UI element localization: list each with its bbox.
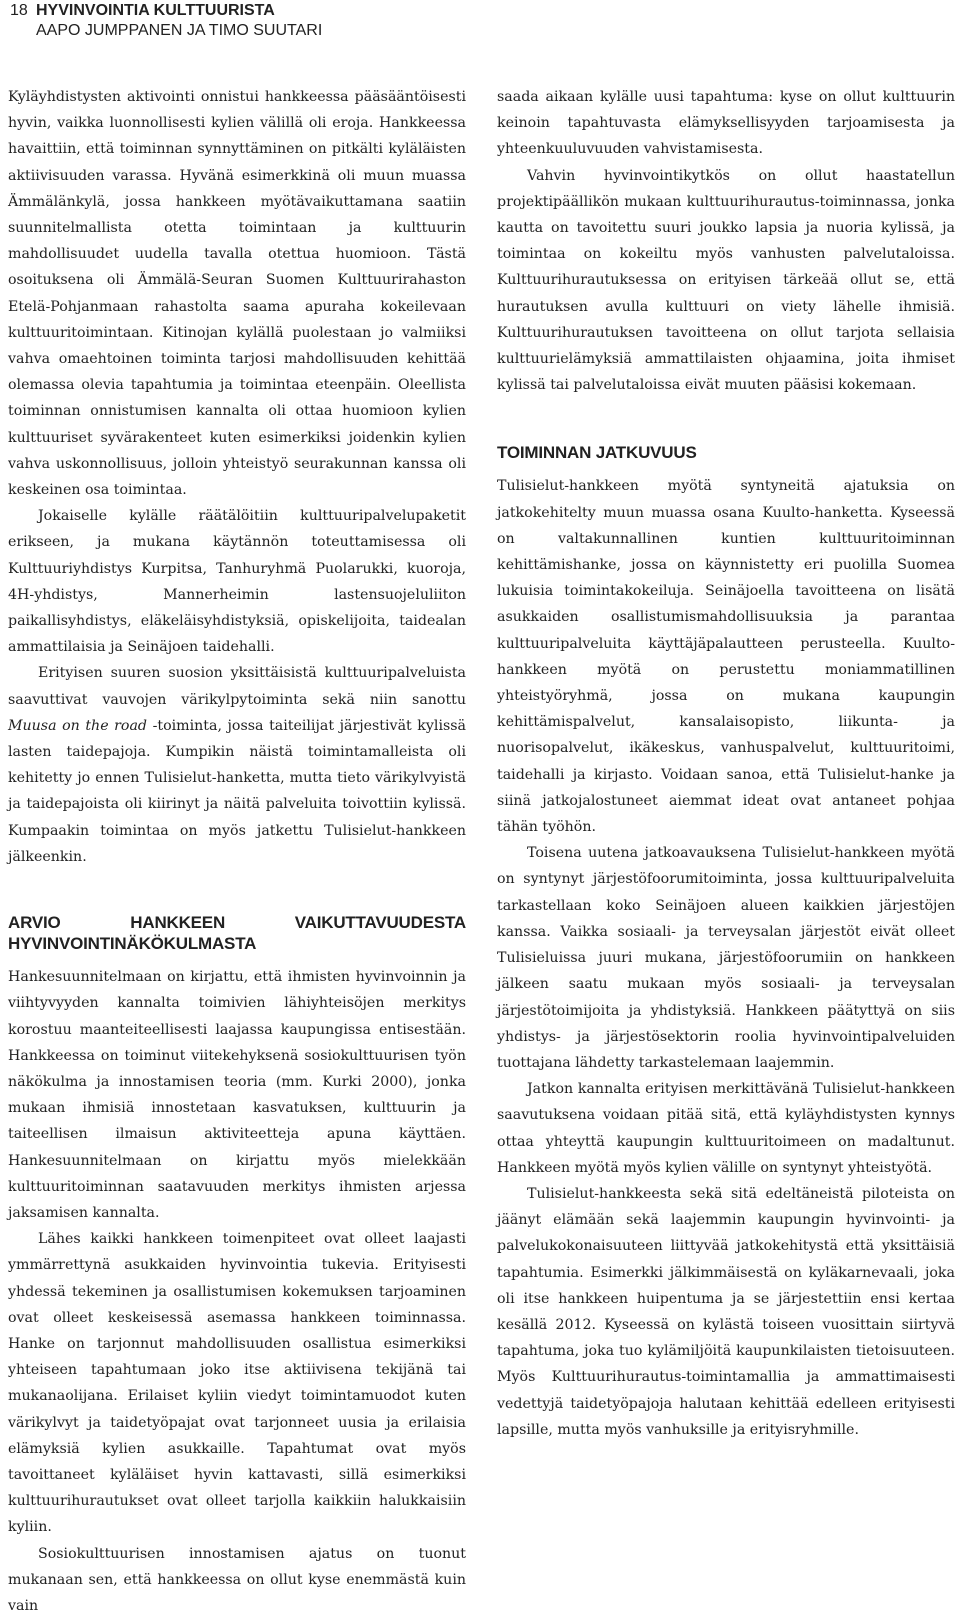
paragraph: Sosiokulttuurisen innostamisen ajatus on tuonut mukanaan sen, että hankkeessa on ollut kyse enemmästä kuin vain [8,1545,466,1614]
running-title: HYVINVOINTIA KULTTUURISTA [36,2,275,19]
paragraph: Kyläyhdistysten aktivointi onnistui hankkeessa pääsääntöisesti hyvin, vaikka luonnollisesti kylien välillä oli eroja. Hankkeessa havaittiin, että toiminnan synnyttäminen on pitkälti kyläläisten aktiivisuuden varassa. Hyvänä esimerkkinä oli muun muassa Ämmälänkylä, jossa hankkeen myötävaikuttamana saatiin suunnitelmallista otetta toimintaan ja kulttuurin mahdollisuudet uudella tavalla otettua huomioon. Tästä osoituksena oli Ämmälä-Seuran Suomen Kulttuurirahaston Etelä-Pohjanmaan rahastolta saama apuraha kokeilevaan kulttuuritoimintaan. Kitinojan kylällä puolestaan jo valmiiksi vahva omaehtoinen toiminta tarjosi mahdollisuuden kehittää olemassa olevia tapahtumia ja toimintaa eteenpäin. Oleellista toiminnan onnistumisen kannalta oli ottaa huomioon kylien kulttuuriset syvärakenteet kuten esimerkiksi joidenkin kylien vahva uskonnollisuus, jolloin yhteistyö seurakunnan kanssa oli keskeinen osa toimintaa. [8,89,466,499]
running-authors: AAPO JUMPPANEN JA TIMO SUUTARI [36,22,323,39]
section-heading: ARVIO HANKKEEN VAIKUTTAVUUDESTA HYVINVOINTINÄKÖKULMASTA [8,913,466,954]
paragraph: Vahvin hyvinvointikytkös on ollut haastatellun projektipäällikön mukaan kulttuurihurautus-toiminnassa, jonka kautta on tavoitettu suuri joukko lapsia ja nuoria kylissä, ja toimintaa on kokeiltu myös vanhusten palvelutaloissa. Kulttuurihurautuksessa on erityisen tärkeää ollut se, että hurautuksen avulla kulttuuri on viety lähelle ihmisiä. Kulttuurihurautuksen tavoitteena on ollut tarjota sellaisia kulttuurielämyksiä ammattilaisten ohjaamina, joita ihmiset kylissä tai palvelutaloissa eivät muuten pääsisi kokemaan. [497,167,955,394]
paragraph: saada aikaan kylälle uusi tapahtuma: kyse on ollut kulttuurin keinoin tapahtuvasta elämyksellisyyden tarjoamisesta ja yhteenkuuluvuuden vahvistamisesta. [497,89,955,158]
paragraph: Jokaiselle kylälle räätälöitiin kulttuuripalvelupaketit erikseen, ja mukana käytännön toteuttamisessa oli Kulttuuriyhdistys Kurpitsa, Tanhuryhmä Puolarukki, kuoroja, 4H-yhdistys, Mannerheimin lastensuojeluliiton paikallisyhdistys, eläkeläisyhdistyksiä, opiskelijoita, taidealan ammattilaisia ja Seinäjoen taidehalli. [8,508,466,656]
paragraph: Jatkon kannalta erityisen merkittävänä Tulisielut-hankkeen saavutuksena voidaan pitää sitä, että kyläyhdistysten kynnys ottaa yhteyttä kaupungin kulttuuritoimeen on madaltunut. Hankkeen myötä myös kylien välille on syntynyt yhteistyötä. [497,1081,955,1176]
paragraph: Hankesuunnitelmaan on kirjattu, että ihmisten hyvinvoinnin ja viihtyvyyden kannalta toimivien lähiyhteisöjen merkitys korostuu maanteiteellisesti laajassa kaupungissa entisestään. Hankkeessa on toiminut viitekehyksenä sosiokulttuurisen työn näkökulma ja innostamisen teoria (mm. Kurki 2000), jonka mukaan ihmisiä innostetaan kasvatuksen, kulttuurin ja taiteellisen ilmaisun aktiviteetteja apuna käyttäen. Hankesuunnitelmaan on kirjattu myös mielekkään kulttuuritoiminnan saatavuuden merkitys ihmisten arjessa jaksamisen kannalta. [8,969,466,1221]
section-heading: TOIMINNAN JATKUVUUS [497,443,697,463]
page-number: 18 [10,2,28,19]
paragraph: Lähes kaikki hankkeen toimenpiteet ovat olleet laajasti ymmärrettynä asukkaiden hyvinvointia tukevia. Erityisesti yhdessä tekeminen ja osallistumisen kokemuksen tarjoaminen ovat olleet keskeisessä asemassa hankkeen toiminnassa. Hanke on tarjonnut mahdollisuuden osallistua esimerkiksi yhteiseen tapahtumaan joko itse aktiivisena tekijänä tai mukanaolijana. Erilaiset kyliin viedyt toimintamuodot kuten värikylvyt ja taidetyöpajat ovat tarjonneet uusia ja erilaisia elämyksiä kylien asukkaille. Tapahtumat ovat myös tavoittaneet kyläläiset hyvin kattavasti, sillä esimerkiksi kulttuurihurautukset ovat olleet tarjolla kaikkiin halukkaisiin kyliin. [8,1231,466,1536]
paragraph: Tulisielut-hankkeesta sekä sitä edeltäneistä piloteista on jäänyt elämään sekä laajemmin kaupungin hyvinvointi- ja palvelukokonaisuuteen liittyvää jatkokehitystä että yksittäisiä tapahtumia. Esimerkki jälkimmäisestä on kyläkarnevaali, joka oli itse hankkeen huipentuma ja se järjestettiin ensi kertaa kesällä 2012. Kyseessä on kylästä toiseen vuosittain siirtyvä tapahtuma, joka tuo kylämiljöitä kaupunkilaisten tietoisuuteen. Myös Kulttuurihurautus-toimintamallia ja ammattimaisesti vedettyjä taidetyöpajoja halutaan kehittää edelleen erityisesti lapsille, mutta myös vanhuksille ja erityisryhmille. [497,1185,955,1438]
paragraph-text: -toiminta, jossa taiteilijat järjestivät kylissä lasten taidepajoja. Kumpikin näistä toimintamalleista oli kehitetty jo ennen Tulisielut-hanketta, mutta tieto värikylvyistä ja taidepajoista oli kiirinyt ja näitä palveluita toivottiin kylissä. Kumpaakin toimintaa on myös jatkettu Tulisielut-hankkeen jälkeenkin. [8,717,466,865]
paragraph: Tulisielut-hankkeen myötä syntyneitä ajatuksia on jatkokehitelty muun muassa osana Kuulto-hanketta. Kyseessä on valtakunnallinen kuntien kulttuuritoiminnan kehittämishanke, jossa on käynnistetty eri puolilla Suomea lukuisia toimintakokeiluja. Seinäjoella tavoitteena on lisätä asukkaiden osallistumismahdollisuuksia ja parantaa kulttuuripalveluita käyttäjäpalautteen perusteella. Kuulto-hankkeen myötä on perustettu moniammatillinen yhteistyöryhmä, jossa on mukana kaupungin kehittämispalvelut, kansalaisopisto, liikunta- ja nuorisopalvelut, ikäkeskus, vanhuspalvelut, kulttuuritoimi, taidehalli ja kirjasto. Voidaan sanoa, että Tulisielut-hanke ja siinä jatkojalostuneet aiemmat ideat ovat antaneet pohjaa tähän työhön. [497,478,955,836]
italic-title: Muusa on the road [8,717,148,734]
right-column [497,84,955,1443]
paragraph: Toisena uutena jatkoavauksena Tulisielut-hankkeen myötä on syntynyt järjestöfoorumitoiminta, jossa kulttuuripalveluita tarkastellaan koko Seinäjoen alueen kaikkien järjestöjen kanssa. Vaikka sosiaali- ja terveysalan järjestöt eivät olleet Tulisieluissa juuri mukana, järjestöfoorumiin on hankkeen jälkeen saatu mukaan myös sosiaali- ja terveysalan järjestötoimijoita ja yhdistyksiä. Hankkeen päätyttyä on siis yhdistys- ja järjestösektorin roolia hyvinvointipalveluiden tuottajana lähdetty tarkastelemaan laajemmin. [497,845,955,1071]
paragraph [8,660,466,870]
left-column [8,84,466,1619]
paragraph-text: Erityisen suuren suosion yksittäisistä kulttuuripalveluista saavuttivat vauvojen värikylpytoiminta sekä niin sanottu [8,665,466,708]
